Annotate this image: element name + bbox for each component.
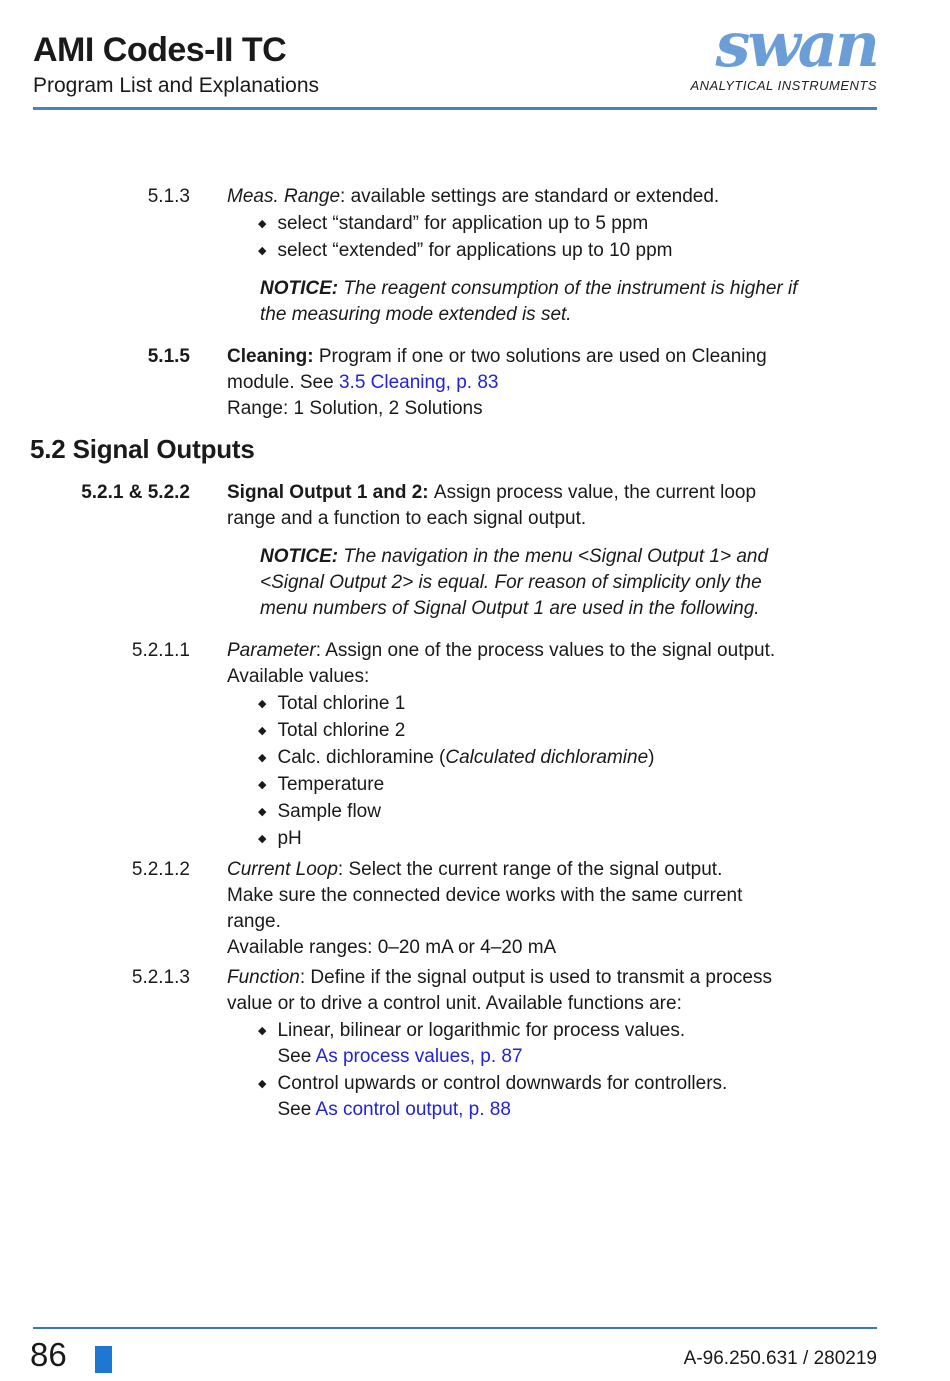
text-run: Linear, bilinear or logarithmic for process values. — [277, 1020, 686, 1041]
text-run: The navigation in the menu <Signal Output 1> and — [343, 546, 769, 567]
text-run: : Select the current range of the signal output. — [337, 859, 723, 880]
text-run: : Assign one of the process values to the signal output. — [315, 640, 776, 661]
section-number: 5.2.1.2 — [131, 859, 190, 880]
notice-block — [260, 276, 882, 328]
diamond-bullet-icon: ◆ — [258, 779, 267, 791]
entry-body — [227, 857, 882, 961]
text-run: value or to drive a control unit. Available functions are: — [227, 993, 682, 1014]
document-title: AMI Codes-II TC — [33, 31, 287, 69]
manual-entry — [30, 638, 882, 853]
diamond-bullet-icon: ◆ — [258, 1078, 267, 1090]
text-run: module. See — [227, 372, 339, 393]
text-run: Program if one or two solutions are used on Cleaning — [318, 346, 767, 367]
text-run: : Define if the signal output is used to transmit a process — [299, 967, 772, 988]
section-heading: 5.2 Signal Outputs — [30, 434, 255, 464]
header-divider — [33, 107, 877, 110]
swan-logo-wordmark: swan — [715, 8, 877, 81]
bullet-text — [277, 799, 882, 825]
entry-body — [227, 965, 882, 1124]
text-run: pH — [277, 828, 302, 849]
bullet-text — [277, 718, 882, 744]
text-run: Parameter — [227, 640, 316, 661]
manual-entry — [30, 344, 882, 422]
text-run: Calculated dichloramine — [445, 747, 649, 768]
bullet-text — [277, 691, 882, 717]
section-number: 5.2.1 & 5.2.2 — [81, 482, 190, 503]
bullet-item — [227, 718, 882, 744]
footer-blue-square-icon — [95, 1346, 112, 1373]
entry-body — [227, 184, 882, 340]
bullet-text — [277, 1018, 882, 1070]
text-run: Cleaning: — [227, 346, 319, 367]
paragraph — [227, 857, 882, 961]
bullet-item — [227, 772, 882, 798]
manual-entry — [30, 184, 882, 340]
paragraph — [227, 638, 882, 690]
text-run: : available settings are standard or extended. — [340, 186, 720, 207]
bullet-text — [277, 826, 882, 852]
bullet-text — [277, 1071, 882, 1123]
text-run: range and a function to each signal output. — [227, 508, 587, 529]
bullet-item — [227, 691, 882, 717]
bullet-text — [277, 211, 882, 237]
text-run: NOTICE: — [260, 546, 344, 567]
paragraph — [227, 480, 882, 532]
text-run: See — [277, 1046, 316, 1067]
diamond-bullet-icon: ◆ — [258, 725, 267, 737]
cross-reference-link[interactable]: As process values, p. 87 — [315, 1046, 523, 1067]
cross-reference-link[interactable]: As control output, p. 88 — [315, 1099, 511, 1120]
section-number: 5.1.3 — [147, 186, 190, 207]
diamond-bullet-icon: ◆ — [258, 245, 267, 257]
page-number: 86 — [30, 1336, 67, 1373]
section-number: 5.2.1.1 — [131, 640, 190, 661]
bullet-item — [227, 826, 882, 852]
bullet-text — [277, 772, 882, 798]
text-run: Temperature — [277, 774, 385, 795]
bullet-text — [277, 745, 882, 771]
text-run: Meas. Range — [227, 186, 341, 207]
section-number: 5.1.5 — [147, 346, 190, 367]
document-subtitle: Program List and Explanations — [33, 74, 319, 97]
bullet-item — [227, 799, 882, 825]
page-header — [0, 0, 950, 110]
diamond-bullet-icon: ◆ — [258, 752, 267, 764]
text-run: Function — [227, 967, 300, 988]
text-run: Calc. dichloramine ( — [277, 747, 446, 768]
entry-body — [227, 638, 882, 853]
text-run: Total chlorine 2 — [277, 720, 406, 741]
text-run: menu numbers of Signal Output 1 are used in the following. — [260, 598, 760, 619]
bullet-item — [227, 1071, 882, 1123]
text-run: the measuring mode extended is set. — [260, 304, 572, 325]
document-code: A-96.250.631 / 280219 — [683, 1348, 877, 1369]
manual-entry — [30, 965, 882, 1124]
text-run: range. — [227, 911, 281, 932]
diamond-bullet-icon: ◆ — [258, 218, 267, 230]
text-run: select “standard” for application up to 5 ppm — [277, 213, 649, 234]
text-run: Range: 1 Solution, 2 Solutions — [227, 398, 483, 419]
text-run: ) — [648, 747, 655, 768]
notice-block — [260, 544, 882, 622]
text-run: The reagent consumption of the instrument is higher if — [343, 278, 798, 299]
bullet-item — [227, 211, 882, 237]
paragraph — [227, 184, 882, 210]
diamond-bullet-icon: ◆ — [258, 833, 267, 845]
text-run: Control upwards or control downwards for controllers. — [277, 1073, 728, 1094]
paragraph — [227, 344, 882, 422]
section-number: 5.2.1.3 — [131, 967, 190, 988]
text-run: Total chlorine 1 — [277, 693, 406, 714]
cross-reference-link[interactable]: 3.5 Cleaning, p. 83 — [338, 372, 499, 393]
page-content — [0, 110, 950, 1124]
text-run: Make sure the connected device works with the same current — [227, 885, 743, 906]
text-run: Available ranges: 0–20 mA or 4–20 mA — [227, 937, 557, 958]
text-run: Sample flow — [277, 801, 381, 822]
text-run: Available values: — [227, 666, 370, 687]
diamond-bullet-icon: ◆ — [258, 698, 267, 710]
bullet-item — [227, 238, 882, 264]
text-run: Current Loop — [227, 859, 338, 880]
bullet-item — [227, 1018, 882, 1070]
text-run: Signal Output 1 and 2: — [227, 482, 434, 503]
entry-body — [227, 480, 882, 634]
text-run: NOTICE: — [260, 278, 344, 299]
bullet-text — [277, 238, 882, 264]
swan-logo — [690, 8, 877, 93]
paragraph — [227, 965, 882, 1017]
text-run: Assign process value, the current loop — [433, 482, 757, 503]
manual-entry — [30, 857, 882, 961]
text-run: select “extended” for applications up to 10 ppm — [277, 240, 673, 261]
footer-divider — [33, 1327, 877, 1329]
text-run: See — [277, 1099, 316, 1120]
entry-body — [227, 344, 882, 422]
bullet-item — [227, 745, 882, 771]
diamond-bullet-icon: ◆ — [258, 1025, 267, 1037]
manual-entry — [30, 480, 882, 634]
swan-logo-tagline: ANALYTICAL INSTRUMENTS — [690, 78, 877, 93]
diamond-bullet-icon: ◆ — [258, 806, 267, 818]
text-run: <Signal Output 2> is equal. For reason of simplicity only the — [260, 572, 762, 593]
